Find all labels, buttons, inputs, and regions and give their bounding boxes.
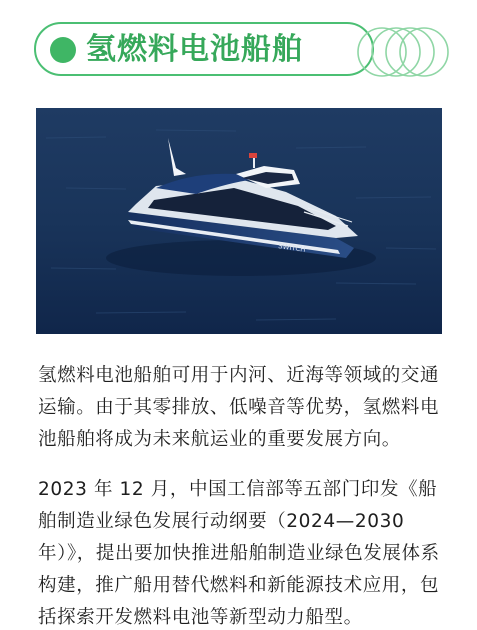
article-paragraph-2: 2023 年 12 月，中国工信部等五部门印发《船舶制造业绿色发展行动纲要（2024—2030年）》，提出要加快推进船舶制造业绿色发展体系构建，推广船用替代燃料和新能源技术应用，包括探索开发燃料电池等新型动力船型。 (38, 479, 440, 628)
ship-photo (36, 108, 442, 334)
concentric-rings-icon (352, 22, 452, 82)
section-title-banner (34, 22, 374, 76)
green-dot-icon (50, 37, 76, 63)
article-paragraph-1: 氢燃料电池船舶可用于内河、近海等领域的交通运输。由于其零排放、低噪音等优势，氢燃料电池船舶将成为未来航运业的重要发展方向。 (38, 365, 440, 450)
ship-name-label: SWITCH (277, 242, 307, 254)
section-title: 氢燃料电池船舶 (86, 32, 303, 67)
